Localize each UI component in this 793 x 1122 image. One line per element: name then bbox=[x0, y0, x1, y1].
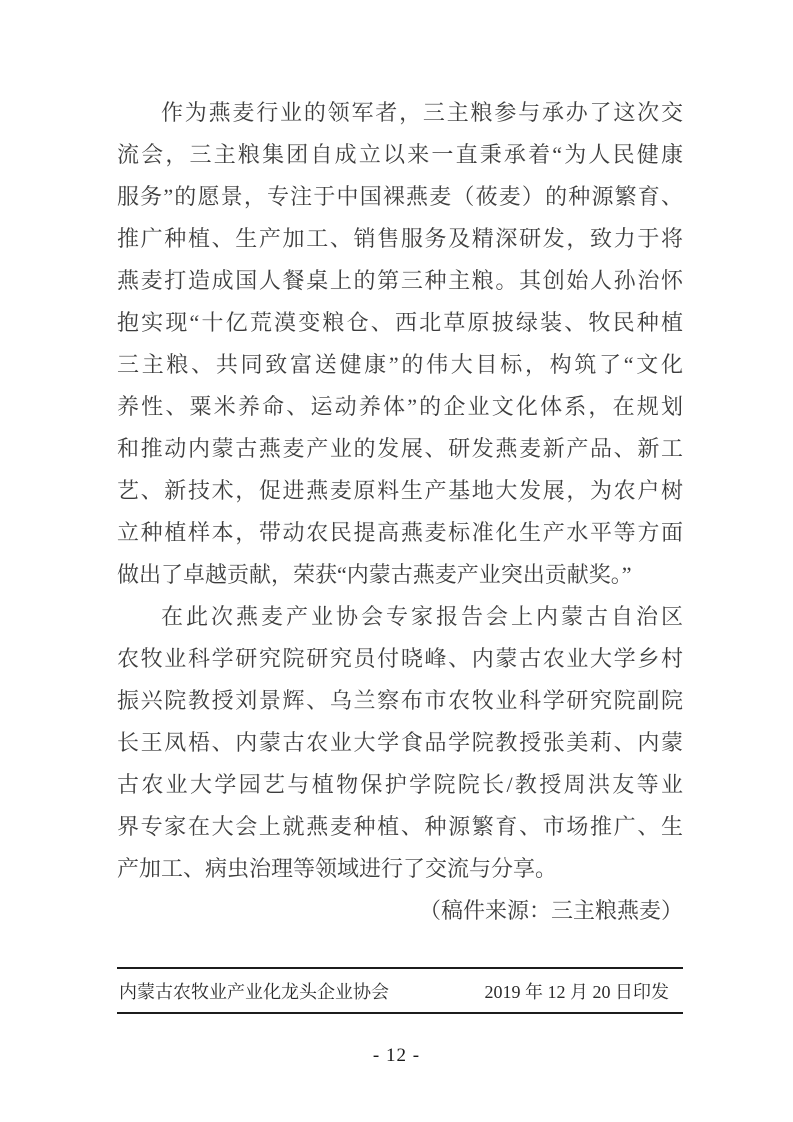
footer-issuer: 内蒙古农牧业产业化龙头企业协会 bbox=[119, 981, 389, 1002]
text-line: 在此次燕麦产业协会专家报告会上内蒙古自治区 bbox=[161, 604, 683, 629]
text-line: 推广种植、生产加工、销售服务及精深研发，致力于将 bbox=[117, 226, 683, 251]
text-line: 流会，三主粮集团自成立以来一直秉承着“为人民健康 bbox=[117, 142, 683, 167]
body-text bbox=[117, 92, 683, 932]
paragraph-2 bbox=[117, 596, 683, 890]
paragraph-1 bbox=[117, 92, 683, 596]
text-line: 界专家在大会上就燕麦种植、种源繁育、市场推广、生 bbox=[117, 814, 683, 839]
footer-rule-box bbox=[117, 967, 683, 1014]
footer-print-date: 2019 年 12 月 20 日印发 bbox=[484, 981, 669, 1002]
source-note: （稿件来源：三主粮燕麦） bbox=[418, 898, 683, 923]
text-line: 作为燕麦行业的领军者，三主粮参与承办了这次交 bbox=[161, 100, 683, 125]
page-number: - 12 - bbox=[372, 1045, 421, 1066]
text-line: 农牧业科学研究院研究员付晓峰、内蒙古农业大学乡村 bbox=[117, 646, 683, 671]
text-line: 艺、新技术，促进燕麦原料生产基地大发展，为农户树 bbox=[117, 478, 683, 503]
text-line: 做出了卓越贡献，荣获“内蒙古燕麦产业突出贡献奖。” bbox=[117, 562, 632, 587]
text-line: 抱实现“十亿荒漠变粮仓、西北草原披绿装、牧民种植 bbox=[117, 310, 683, 335]
text-line: 三主粮、共同致富送健康”的伟大目标，构筑了“文化 bbox=[117, 352, 683, 377]
text-line: 产加工、病虫治理等领域进行了交流与分享。 bbox=[117, 856, 558, 881]
text-line: 古农业大学园艺与植物保护学院院长/教授周洪友等业 bbox=[117, 772, 683, 797]
text-line: 燕麦打造成国人餐桌上的第三种主粮。其创始人孙治怀 bbox=[117, 268, 683, 293]
text-line: 和推动内蒙古燕麦产业的发展、研发燕麦新产品、新工 bbox=[117, 436, 683, 461]
text-line: 立种植样本，带动农民提高燕麦标准化生产水平等方面 bbox=[117, 520, 683, 545]
text-line: 长王凤梧、内蒙古农业大学食品学院教授张美莉、内蒙 bbox=[117, 730, 683, 755]
text-line: 养性、粟米养命、运动养体”的企业文化体系，在规划 bbox=[117, 394, 683, 419]
text-line: 振兴院教授刘景辉、乌兰察布市农牧业科学研究院副院 bbox=[117, 688, 683, 713]
text-line: 服务”的愿景，专注于中国裸燕麦（莜麦）的种源繁育、 bbox=[117, 184, 683, 209]
